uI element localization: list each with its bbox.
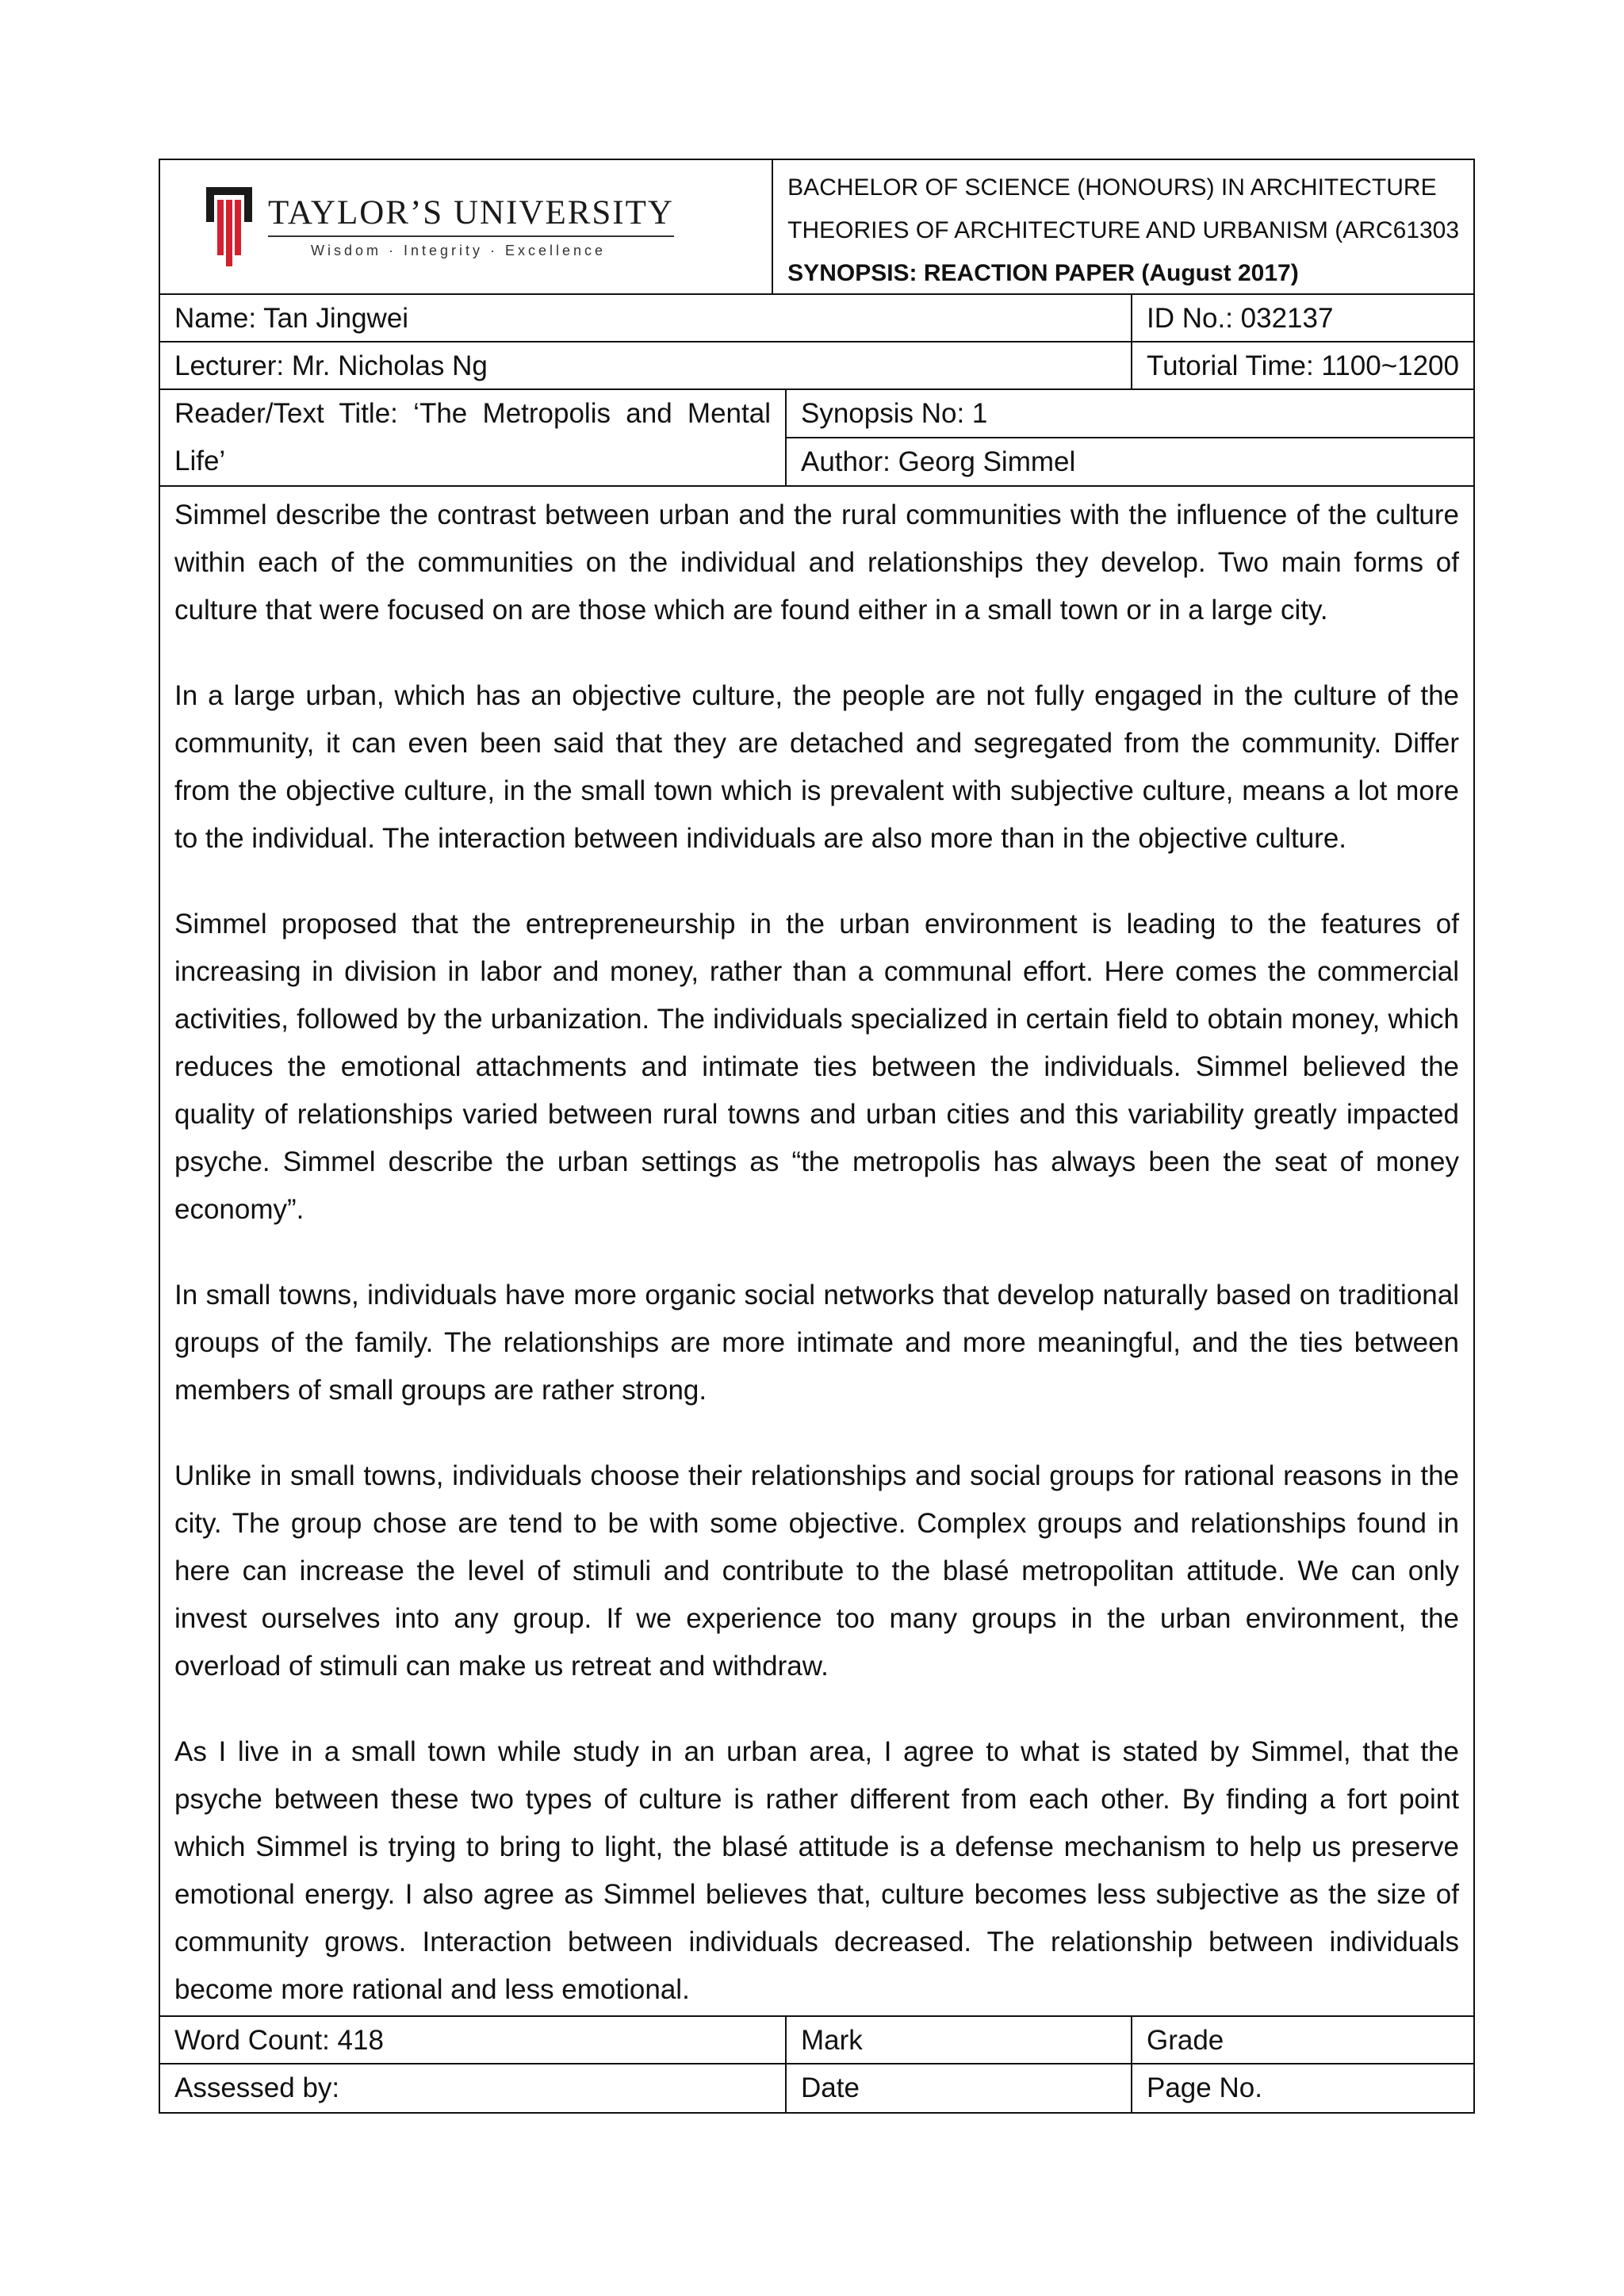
logo-cell xyxy=(160,160,773,293)
synopsis-number: Synopsis No: 1 xyxy=(787,390,1473,438)
body-row xyxy=(160,487,1473,2017)
university-tagline: Wisdom · Integrity · Excellence xyxy=(311,243,607,258)
synopsis-form xyxy=(159,159,1475,2114)
logo-divider xyxy=(268,235,674,237)
lecturer-name: Lecturer: Mr. Nicholas Ng xyxy=(160,342,1132,388)
synopsis-body xyxy=(160,487,1473,2015)
date-field: Date xyxy=(787,2064,1132,2112)
header-row xyxy=(160,160,1473,295)
program-name: BACHELOR OF SCIENCE (HONOURS) IN ARCHITECTURE xyxy=(787,174,1437,201)
name-row xyxy=(160,295,1473,342)
paragraph: In a large urban, which has an objective culture, the people are not fully engaged in the culture of the community, it can even been said that they are detached and segregated from the community. Differ from the objective culture, in the small town which is prevalent with subjective culture, means a lot more to the individual. The interaction between individuals are also more than in the objective culture. xyxy=(174,680,1459,854)
word-count: Word Count: 418 xyxy=(160,2017,787,2063)
university-name: TAYLOR’S UNIVERSITY xyxy=(268,194,674,232)
assessment-row xyxy=(160,2064,1473,2112)
lecturer-row xyxy=(160,342,1473,390)
student-name: Name: Tan Jingwei xyxy=(160,295,1132,341)
mark-field: Mark xyxy=(787,2017,1132,2063)
reader-row xyxy=(160,390,1473,487)
university-logo xyxy=(206,187,674,266)
synopsis-meta xyxy=(787,390,1473,485)
paragraph: As I live in a small town while study in an urban area, I agree to what is stated by Simmel, that the psyche between these two types of culture is rather different from each other. By finding a fort point which Simmel is trying to bring to light, the blasé attitude is a defense mechanism to help us preserve emotional energy. I also agree as Simmel believes that, culture becomes less subjective as the size of community grows. Interaction between individuals decreased. The relationship between individuals become more rational and less emotional. xyxy=(174,1736,1459,2005)
grade-field: Grade xyxy=(1147,2025,1224,2056)
assignment-title: SYNOPSIS: REACTION PAPER (August 2017) xyxy=(787,260,1299,286)
page-number: Page No. xyxy=(1147,2072,1262,2103)
reader-title: Reader/Text Title: ‘The Metropolis and Mental Life’ xyxy=(160,390,787,485)
paragraph: Unlike in small towns, individuals choose their relationships and social groups for rational reasons in the city. The group chose are tend to be with some objective. Complex groups and relationships found in here can increase the level of stimuli and contribute to the blasé metropolitan attitude. We can only invest ourselves into any group. If we experience too many groups in the urban environment, the overload of stimuli can make us retreat and withdraw. xyxy=(174,1460,1459,1682)
course-name: THEORIES OF ARCHITECTURE AND URBANISM (ARC61303 xyxy=(787,217,1459,243)
score-row xyxy=(160,2017,1473,2064)
tutorial-time: Tutorial Time: 1100~1200 xyxy=(1147,350,1459,381)
assessed-by: Assessed by: xyxy=(160,2064,787,2112)
paragraph: In small towns, individuals have more organic social networks that develop naturally based on traditional groups of the family. The relationships are more intimate and more meaningful, and the ties between members of small groups are rather strong. xyxy=(174,1280,1459,1406)
student-id: ID No.: 032137 xyxy=(1147,303,1334,334)
author-name: Author: Georg Simmel xyxy=(801,446,1076,477)
program-info xyxy=(773,160,1473,293)
paragraph: Simmel proposed that the entrepreneurship in the urban environment is leading to the features of increasing in division in labor and money, rather than a communal effort. Here comes the commercial activities, followed by the urbanization. The individuals specialized in certain field to obtain money, which reduces the emotional attachments and intimate ties between the individuals. Simmel believed the quality of relationships varied between rural towns and urban cities and this variability greatly impacted psyche. Simmel describe the urban settings as “the metropolis has always been the seat of money economy”. xyxy=(174,909,1459,1225)
paragraph: Simmel describe the contrast between urban and the rural communities with the influence of the culture within each of the communities on the individual and relationships they develop. Two main forms of culture that were focused on are those which are found either in a small town or in a large city. xyxy=(174,499,1459,626)
university-crest-icon xyxy=(206,187,252,266)
